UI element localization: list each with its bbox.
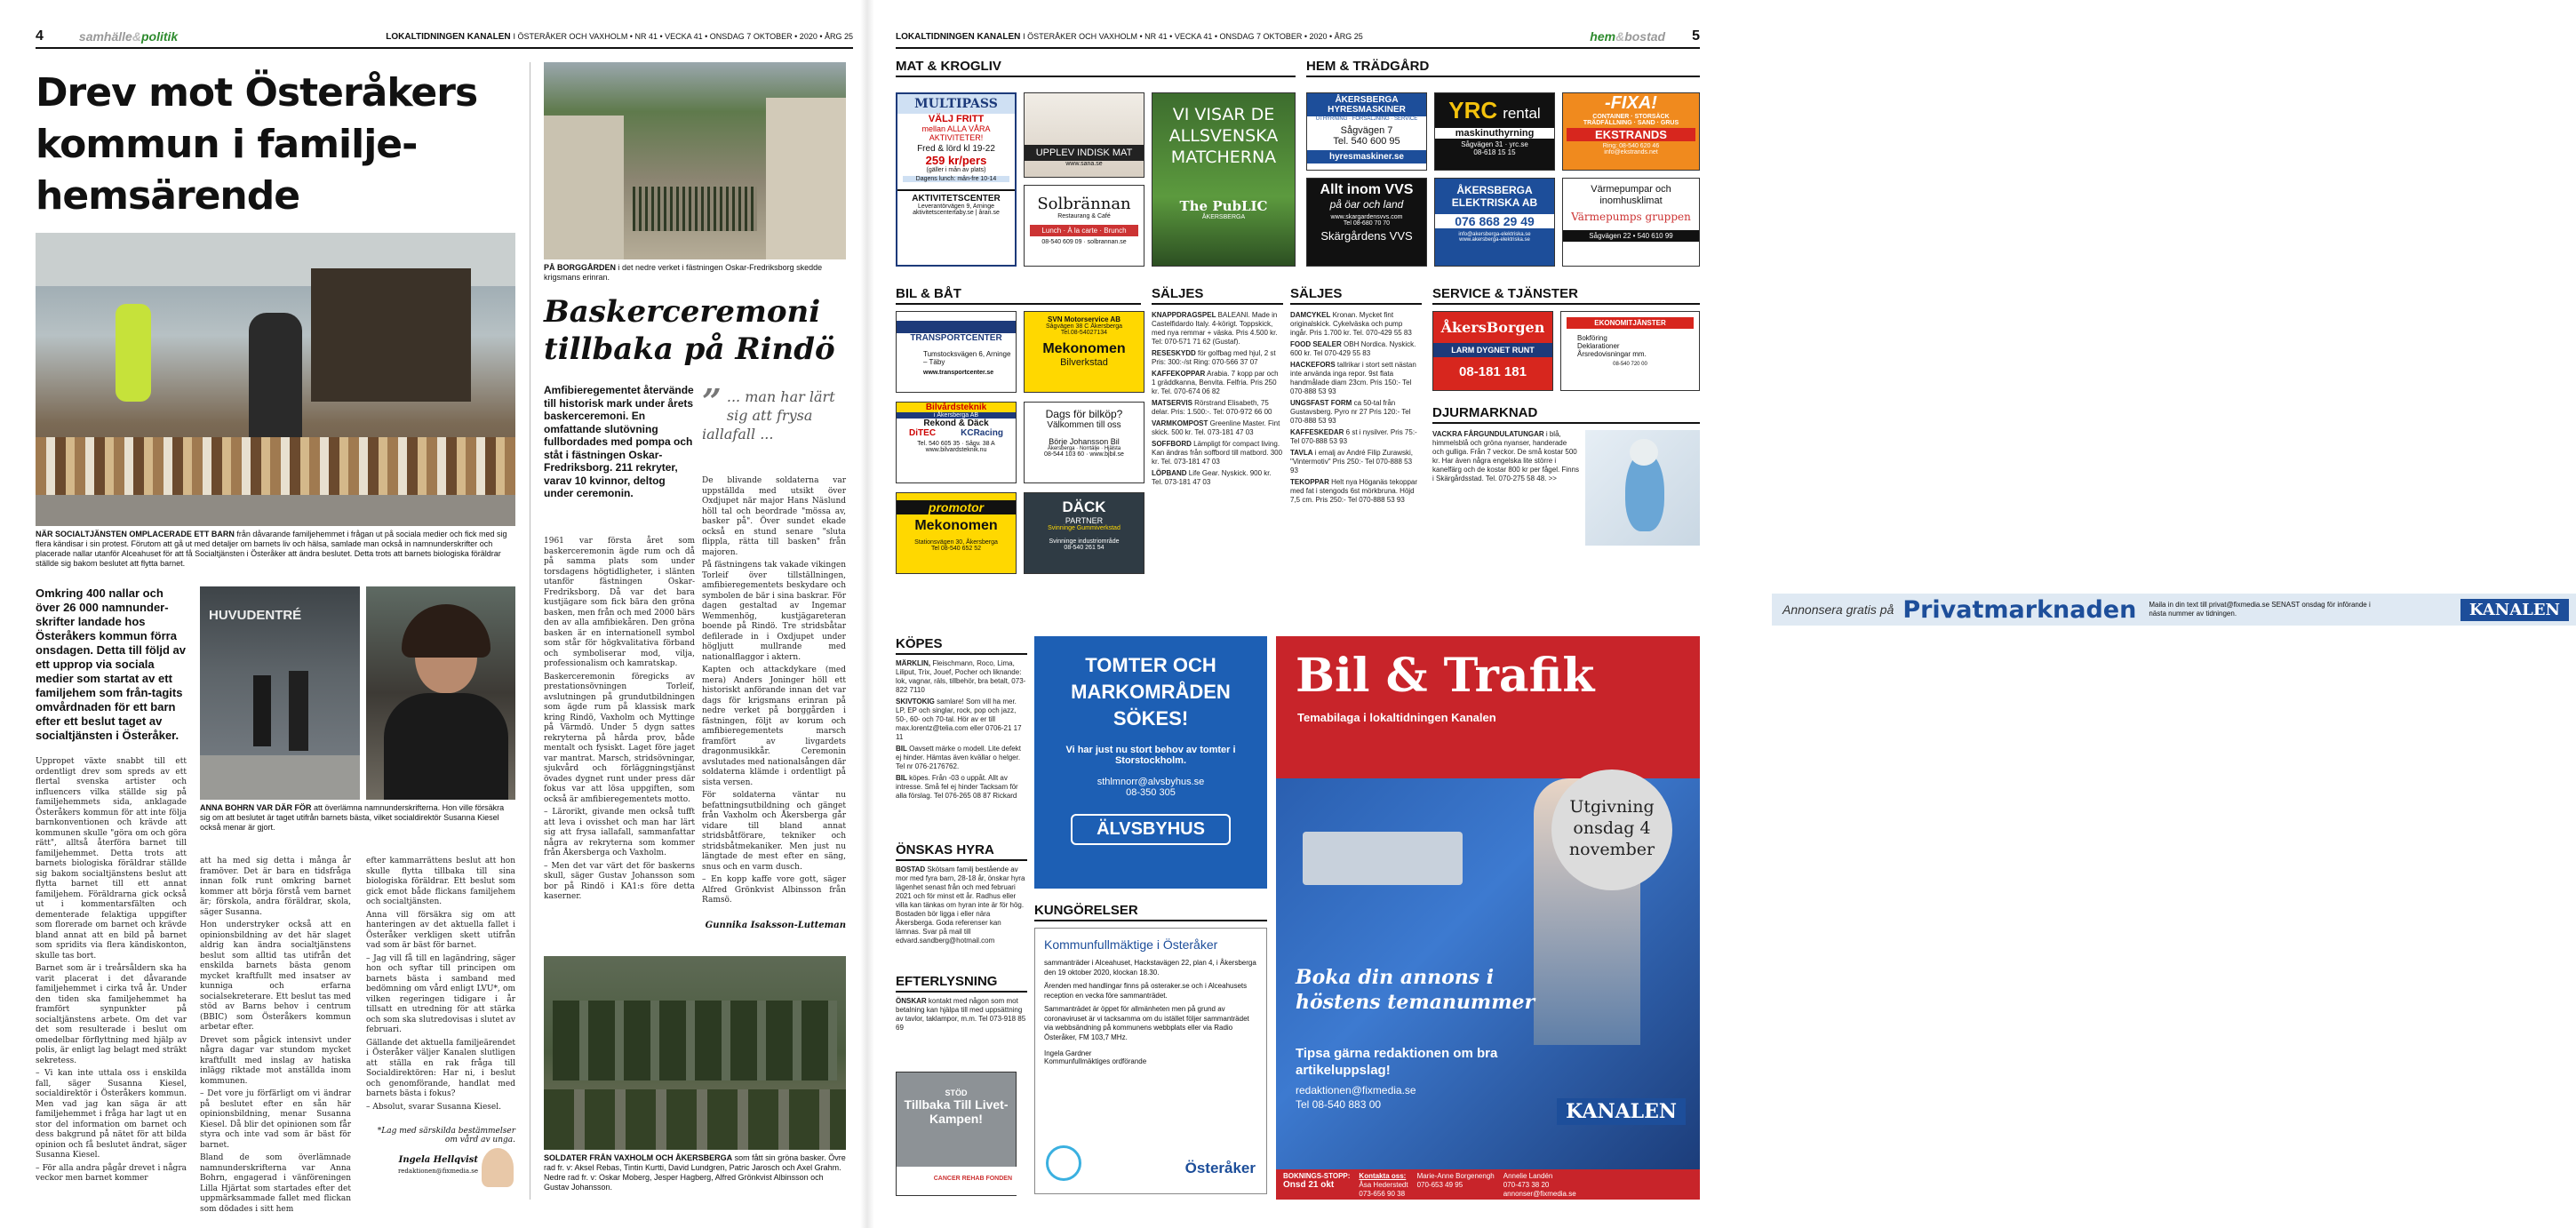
right-page: [874, 0, 2560, 1228]
list-item: BOSTAD Skötsam familj bestående av mor med fyra barn, 28-18 år, önskar hyra lägenhet senast från och med februari 2021 och för minst ett år. Radhus eller villa kan tänkas om hyran inte är för hög. Bostaden bör ligga i eller nära Åkersberga. Goda referenser kan lämnas. Svar på mail till edvard.sandberg@hotmail.com: [896, 865, 1025, 945]
ad-akersberga-elektriska[interactable]: ÅKERSBERGA ELEKTRISKA AB 076 868 29 49 info@akersberga-elektriska.se www.akersberga-elektriska.se: [1434, 178, 1555, 267]
classifieds-hyra: [896, 865, 1027, 972]
photo-soldiers: [544, 956, 846, 1150]
classifieds-efterlysning: [896, 997, 1027, 1043]
ad-promotor-mekonomen[interactable]: promotor Mekonomen Stationsvägen 30, Åkersberga Tel 08-540 652 52: [896, 492, 1017, 574]
page-number: 4: [36, 28, 44, 44]
ad-ekonomitjanster[interactable]: EKONOMITJÄNSTER Bokföring Deklarationer Årsredovisningar mm. 08-540 720 00: [1560, 311, 1700, 391]
spread-gutter: [860, 0, 874, 1228]
list-item: RESESKYDD för golfbag med hjul, 2 st Pris: 300:-/st Ring: 070-566 37 07: [1152, 349, 1276, 366]
section-djurmarknad: DJURMARKNAD: [1432, 405, 1700, 424]
entrance-sign: HUVUDENTRÉ: [209, 608, 302, 623]
ad-dackpartner[interactable]: DÄCK PARTNER Svinninge Gummiverkstad Svinninge industriområde 08-540 261 54: [1024, 492, 1144, 574]
right-header: [896, 27, 1700, 46]
article2-column-2: De blivande soldaterna var uppställda med utsikt över Oxdjupet när major Hans Näslund höll tal och beordrade "mössa av, basker på". Över sundet ekade också en stund senare "sluta flippla, rätta till basken" från majoren. På fästningens tak vakade vikingen Torleif över tillställningen, amfibieregementets beskydare och symbolen de bär i sina baskrar. För dagen gestaltad av Ingemar Wemmenhög, kustjägareteran boende på Rindö. Tre stridsbåtar defilerade in i Oxdjupet under högljutt mullrande med nationalflaggor i aktern. Kapten och attackdykare (med mera) Anders Joninger höll ett historiskt anförande innan det var dags för krigsmans erinran på nedre verket på borggården i fästningen, följt av korum och amfibieregementets marsch framfört av livgardets dragonmusikkår. Ceremonin avslutades med nationalsången där soldaterna klämde i ordentligt på sista versen. För soldaterna väntar nu befattningsutbildning och gänget från Vaxholm och Åkersberga går vidare till bland annat stridsbåtförare, tekniker och stridsbåtmekaniker. Men just nu längtade de mest efter en säng, snus och en varm dusch. – En kopp kaffe vore gott, säger Alfred Grönkvist Albinsson från Ramsö.: [702, 476, 846, 905]
header-rule: [36, 47, 853, 49]
list-item: LÖPBAND Life Gear. Nyskick. 900 kr. Tel. 073-181 47 03: [1152, 469, 1272, 486]
classifieds-saljes-1: [1152, 311, 1283, 578]
section-label: samhälle&politik: [78, 29, 179, 44]
list-item: DAMCYKEL Kronan. Mycket fint originalskick. Cykelväska och pump ingår. Pris 1.700 kr. Tel. 070-429 55 83: [1290, 311, 1412, 337]
ad-the-public[interactable]: VI VISAR DE ALLSVENSKA MATCHERNA The PubLIC ÅKERSBERGA: [1152, 92, 1296, 267]
article-column-1: Uppropet växte snabbt till ett ordentligt drev som spreds av ett flertal svenska artister och influencers vilka ställde sig på familjehemmets sida, anklagade Österåkers kommun för att inte följa barnkonventionen och krävde att kommunen skulle "göra om och göra rätt", alltså återföra barnet till familjehemmet. Detta trots att barnets biologiska föräldrar ställde sig bakom socialtjänstens beslut att flytta barnet till ett annat familjehem. Föräldrarna gick också ut i kommentarsfälten och dementerade felaktiga uppgifter som florerade om barnet och krävde bland annat att en bild på barnet som spridits via flera kändiskonton, skulle tas bort. Barnet som är i treårsåldern ska ha varit placerat i det dåvarande familjehemmet i cirka två år. Under den tiden ska familjehemmet ha framfört synpunkter på socialtjänstens arbete. Om det var det som resulterade i beslut om omedelbar förflyttning med hjälp av polis, är enligt lag belagt med sträkt sekretess. – Vi kan inte uttala oss i enskilda fall, säger Susanna Kiesel, socialdirektör i Österåkers kommun. Men vad jag kan säga är att familjehemmet i fråga har lagt ut en stor del information om barnet och dess bakgrund på nätet för att bilda opinion och få beslutet ändrat, säger Susanna Kiesel. – För alla andra pågår drevet i några veckor men barnet kommer: [36, 757, 187, 1183]
ad-bilvardsteknik[interactable]: Bilvårdsteknik i Åkersberga AB Rekond & Däck DiTEC KCRacing Tel. 540 605 35 · Sågv. 38 A www.bilvardsteknik.nu: [896, 402, 1017, 483]
main-photo-caption: NÄR SOCIALTJÄNSTEN OMPLACERADE ETT BARN från dåvarande familjehemmet i frågan ut på sociala medier och fick med sig flera kändisar i sin protest. Förutom att gå ut med detaljer om barnets liv och hälsa, samlade man också in namnunderskrifter och placerade nallar utanför Alceahuset för att få Socialtjänsten i Österåker att ändra beslutet. Detta trots att barnets biologiska föräldrar ställde sig bakom beslutet att flytta barnet.: [36, 530, 507, 568]
osteraker-logo: Österåker: [1184, 1160, 1256, 1176]
author-portrait: [482, 1148, 514, 1187]
privatmarknaden-banner: Annonsera gratis på Privatmarknaden Maila in din text till privat@fixmedia.se SENAST onsdag för införande i nästa nummer av tidningen. KANALEN: [1772, 594, 2576, 626]
ad-bil-trafik[interactable]: Bil & Trafik Temabilaga i lokaltidningen Kanalen Utgivning onsdag 4 november Boka din annons i höstens temanummer Tipsa gärna redaktionen om bra artikeluppslag! redaktionen@fixmedia.se Tel 08-540 883 00 KANALEN: [1276, 636, 1700, 1169]
paper-name: LOKALTIDNINGEN KANALEN I ÖSTERÅKER OCH VAXHOLM • NR 41 • VECKA 41 • ONSDAG 7 OKTOBER • 2020 • ÅRG 25: [386, 31, 853, 42]
article-column-3: efter kammarrättens beslut att hon skulle flytta tillbaka till sina biologiska föräldrar. Ett beslut som gick emot både flickans familjehem och socialtjänsten. Anna vill försäkra sig om att hanteringen av det aktuella fallet i Österåker verkligen skett utifrån vad som är bäst för barnet. – Jag vill få till en lagändring, säger hon och syftar till principen om barnets bästa i samband med bedömning om vård enligt LVU*, om vilken regeringen tidigare i år tillsatt en utredning för att stärka och som ska slutredovisas i slutet av februari. Gällande det aktuella familjeärendet i Österåker väljer Kanalen slutligen att ställa en rak fråga till Socialdirektören: Har ni, i beslut och genomförande, handlat med barnets bästa i fokus? – Absolut, svarar Susanna Kiesel.: [366, 857, 515, 1112]
headline: Drev mot Österåkers kommun i familje-hemsärende: [36, 70, 478, 219]
photo2-caption: ANNA BOHRN VAR DÄR FÖR att överlämna namnunderskrifterna. Hon ville försäkra sig om att beslutet är taget utifrån barnets bästa, vilket socialdirektör Susanna Kiesel också menar är gjort.: [200, 803, 505, 832]
list-item: SOFFBORD Lämpligt för compact living. Kan ändras från soffbord till matbord. 300 kr. Tel. 073-181 47 03: [1152, 440, 1283, 466]
ad-indisk-mat[interactable]: UPPLEV INDISK MAT www.sana.se: [1024, 92, 1144, 178]
list-item: KNAPPDRAGSPEL BALEANI. Made in Castelfidardo Italy. 4-körigt. Toppskick, med nya remmar + väska. Pris 4.500 kr. Tel: 070-571 71 62 (Gustaf).: [1152, 311, 1278, 346]
left-header: [36, 27, 853, 46]
author-email: redaktionen@fixmedia.se: [397, 1168, 478, 1175]
list-item: SKIVTOKIG samlare! Som vill ha mer. LP, EP och singlar, rock, pop och jazz, 50-, 60- och 70-tal. Hör av er till max.lorentz@telia.com eller 0706-21 17 11: [896, 698, 1022, 741]
author-byline: Ingela Hellqvist: [398, 1155, 478, 1165]
ad-multipass[interactable]: MULTIPASS VÄLJ FRITT mellan ALLA VÅRA AKTIVITETER! Fred & lörd kl 19-22 259 kr/pers (gäller i mån av plats) Dagens lunch: mån-fre 10-14 AKTIVITETSCENTER Leverantörvägen 9, Arninge aktivitetscentertaby.se | åran.se: [896, 92, 1017, 267]
article2-lead: Amfibieregementet återvände till historisk mark under årets baskerceremoni. En omfattande slutövning fullbordades med pompa och ståt i fästningen Oskar-Fredriksborg. 211 rekryter, varav 10 kvinnor, deltog under ceremonin.: [544, 384, 694, 499]
photo-budgie: [1585, 430, 1700, 546]
section-service-tjanster: SERVICE & TJÄNSTER: [1432, 286, 1700, 305]
ad-borje-johansson-bil[interactable]: Dags för bilköp? Välkommen till oss Börje Johansson Bil Åkersberga · Norrtälje · Hjälsta 08-544 103 60 · www.bjbil.se: [1024, 402, 1144, 483]
article-column-2: att ha med sig detta i många år framöver. Det är bara en tidsfråga innan folk runt omkring barnet kommer att börja förstå vem barnet är; förskola, andra föräldrar, skola, säger Susanna. Hon understryker också att en opinionsbildning av det här slaget aldrig kan ändra socialtjänstens beslut som alltid tas utifrån det enskilda barnets bästa genom mycket kraftfullt med insatser av kunniga och erfarna socialsekreterare. Ett beslut tas med stöd av Barns behov i centrum (BBIC) som Österåkers kommun arbetar efter. Drevet som pågick intensivt under några dagar var stundom mycket kraftfullt med inslag av hatiska inlägg riktade mot anställda inom kommunen. – Det vore ju förfärligt om vi ändrar på beslutet efter en sån här opinionsbildning, menar Susanna Kiesel. Då blir det opinionen som får styra och inte vad som är bäst för barnet. Bland de som överlämnade namnunderskrifterna var Anna Bohrn, engagerad i vänföreningen Lilla Hjärtat som startades efter det uppmärksammade fallet med flickan som dödades i sitt hem: [200, 857, 351, 1214]
ad-hyresmaskiner[interactable]: ÅKERSBERGA HYRESMASKINER UTHYRNING · FÖRSÄLJNING · SERVICE Sågvägen 7 Tel. 540 600 95 hyresmaskiner.se: [1306, 92, 1427, 171]
photo-fortress: [544, 62, 846, 259]
paper-name-right: LOKALTIDNINGEN KANALEN I ÖSTERÅKER OCH VAXHOLM • NR 41 • VECKA 41 • ONSDAG 7 OKTOBER • 2020 • ÅRG 25: [896, 31, 1363, 42]
section-saljes-2: SÄLJES: [1290, 286, 1422, 305]
list-item: KAFFESKEDAR 6 st i nysilver. Pris 75:- Tel 070-888 53 93: [1290, 428, 1417, 445]
section-hem-tradgard: HEM & TRÄDGÅRD: [1306, 59, 1700, 77]
fortress-caption: PÅ BORGGÅRDEN i det nedre verket i fästningen Oskar-Fredriksborg skedde krigsmans erinran.: [544, 263, 823, 282]
header-rule-right: [896, 47, 1700, 49]
section-bil-bat: BIL & BÅT: [896, 286, 1141, 305]
classifieds-saljes-2: [1290, 311, 1422, 578]
section-saljes-1: SÄLJES: [1152, 286, 1283, 305]
pull-quote: ” ... man har lärt sig att frysa iallafall ...: [702, 381, 835, 443]
list-item: BIL köpes. Från -03 o uppåt. Allt av intresse. Små fel ej hinder Tacksam för alla förslag. Tel 076-265 08 87 Rickard: [896, 774, 1018, 800]
article2-column-1: 1961 var första året som baskerceremonin ägde rum och då på samma plats som under torsdagens högtidligheter, i slänten utanför fästningen Oskar-Fredriksborg. Då var det bara kustjägare som fick bära den gröna basken, men från och med 2000 bärs den av alla amfibiekåren. Den gröna basken är en internationell symbol som står för högkvalitativa förband och symboliserar mod, vilja, professionalism och kamratskap. Baskerceremonin föregicks av prestationsövningen Torleif, avslutningen på grundutbildningen som ägde rum på klassisk mark kring Rindö, Vaxholm och Myttinge på Värmdö. Under 5 dygn sattes rekryterna på hårda prov, både mentalt och fysiskt. Laget före jaget var mantrat. Marsch, stridsövningar, sjukvård och förläggningstjänst övades dygnet runt under press där fokus var att lösa uppgiften, som också är amfibieregementets motto. – Lärorikt, givande men också tufft att leva i ovisshet och man har lärt sig att frysa iallafall, sammanfattar några av rekryterna som kommer från Åkersberga och Vaxholm. – Men det var värt det för baskerns skull, säger Gustav Johansson som bor på Rindö i KA1:s före detta kaserner.: [544, 537, 695, 901]
list-item: VACKRA FÅRGUNDULATUNGAR i blå, himmelsblå och gröna nyanser, handerade och gulliga. Från 7 veckor. De små kostar 500 kr. Har även några engelska lite större i kanelfärg och de kostar 800 kr per fågel. Finns i Skärgårdsstad. Tel. 070-275 58 48. >>: [1432, 430, 1579, 482]
booking-footer: BOKNINGS-STOPP: Onsd 21 okt Kontakta oss: Åsa Hederstedt 073-656 90 38 Marie-Anne Borgenengh 070-653 49 95 Annelie Landén 070-473 38 20 annonser@fixmedia.se: [1276, 1169, 1700, 1200]
footnote: *Lag med särskilda bestämmelser om vård av unga.: [377, 1127, 515, 1144]
list-item: TAVLA i emalj av André Filip Zurawski, "Vintermotiv" Pris 250:- Tel 070-888 53 93: [1290, 449, 1413, 474]
classifieds-djur: [1432, 430, 1579, 528]
ad-varmepumpsgruppen[interactable]: Värmepumpar och inomhusklimat Värmepumps gruppen Sågvägen 22 • 540 610 99: [1562, 178, 1700, 267]
ad-solbrannan[interactable]: Solbrännan Restaurang & Café Lunch · À la carte · Brunch 08-540 609 09 · solbrannan.se: [1024, 185, 1144, 267]
photo-entrance: [200, 586, 360, 800]
section-label-right: hem&bostad: [1590, 29, 1666, 44]
soldiers-caption: SOLDATER FRÅN VAXHOLM OCH ÅKERSBERGA som fått sin gröna basker. Övre rad fr. v: Aksel Rebas, Tintin Kurtti, David Lundgren, Patric Jarosch och Axel Grahm. Nedre rad fr. v: Oskar Moberg, Jesper Hagberg, Alfred Grönkvist Albinsson och Gustav Johansson.: [544, 1153, 846, 1192]
ad-akersborgen-larm[interactable]: ÅkersBorgen LARM DYGNET RUNT 08-181 181: [1432, 311, 1553, 391]
article2-headline: Baskerceremoni tillbaka på Rindö: [544, 294, 835, 367]
ad-ekstrands-fixa[interactable]: -FIXA! CONTAINER · STORSÄCK TRÄDFÄLLNING · SAND · GRUS EKSTRANDS Ring: 08-540 620 46 info@ekstrands.net: [1562, 92, 1700, 171]
list-item: BIL Oavsett märke o modell. Lite defekt ej hinder. Hämtas även kvällar o helger. Tel nr 076-2176762.: [896, 745, 1021, 770]
ad-alvsbyhus-tomter[interactable]: TOMTER OCH MARKOMRÅDEN SÖKES! Vi har just nu stort behov av tomter i Storstockholm. sthlmnorr@alvsbyhus.se 08-350 305 ÄLVSBYHUS: [1034, 636, 1267, 889]
page-number-right: 5: [1692, 28, 1700, 44]
section-onskas-hyra: ÖNSKAS HYRA: [896, 842, 1027, 861]
list-item: HACKEFORS tallrikar i stort sett nästan inte använda inga repor. 9st flata handmålade diam 23cm. Pris 150:- Tel 070-888 53 93: [1290, 361, 1416, 395]
list-item: UNGSFAST FORM ca 50-tal från Gustavsberg. Pyro nr 27 Pris 120:- Tel 070-888 53 93: [1290, 399, 1411, 425]
ad-transportcenter[interactable]: TRANSPORTCENTER Tumstocksvägen 6, Arninge – Täby www.transportcenter.se: [896, 311, 1017, 393]
list-item: FOOD SEALER OBH Nordica. Nyskick. 600 kr. Tel 070-429 55 83: [1290, 340, 1416, 357]
main-photo-teddy-bears: [36, 233, 515, 526]
ad-tillbaka-till-livet[interactable]: STÖD Tillbaka Till Livet-Kampen! CANCER REHAB FONDEN: [896, 1072, 1017, 1196]
list-item: KAFFEKOPPAR Arabia. 7 kopp par och 1 gräddkanna, Benvita. Felfria. Pris 250 kr. Tel. 070-674 06 82: [1152, 370, 1279, 395]
wave-logo-icon: [1046, 1145, 1081, 1181]
article-lead: Omkring 400 nallar och över 26 000 namnunder-skrifter landade hos Österåkers kommun förra onsdagen. Detta till följd av ett upprop via sociala medier som startat av ett familjehem som från-tagits omvårdnaden för ett barn efter ett beslut taget av socialtjänsten i Österåker.: [36, 586, 187, 742]
list-item: ÖNSKAR kontakt med någon som mot betalning kan hjälpa till med uppsättning av tavlor, taklampor, m.m. Tel 073-918 85 69: [896, 997, 1026, 1032]
classifieds-kopes: [896, 659, 1027, 837]
notice-kommunfullmaktige: Kommunfullmäktige i Österåker sammanträder i Alceahuset, Hackstavägen 22, plan 4, i Åkersberga den 19 oktober 2020, klockan 18.30. Ärenden med handlingar finns på osteraker.se och i Alceahusets reception en vecka före sammanträdet. Sammanträdet är öppet för allmänheten men på grund av coronaviruset är vi tacksamma om du istället följer sammanträdet via webbsändning på kommunens webbplats eller via Radio Österåker, FM 103,7 MHz. Ingela Gardner Kommunfullmäktiges ordförande Österåker: [1034, 928, 1267, 1194]
section-mat-krogliv: MAT & KROGLIV: [896, 59, 1296, 77]
ad-svn-motorservice[interactable]: SVN Motorservice AB Sågvägen 38 C Åkersberga Tel.08-54027134 Mekonomen Bilverkstad: [1024, 311, 1144, 393]
photo-anna-bohrn: [366, 586, 515, 800]
article2-author: Gunnika Isaksson-Lutteman: [705, 921, 846, 930]
section-kopes: KÖPES: [896, 636, 1027, 655]
left-page: [0, 0, 860, 1228]
ad-yrc-rental[interactable]: YRC rental maskinuthyrning Sågvägen 31 · yrc.se 08-618 15 15: [1434, 92, 1555, 171]
section-kungorelser: KUNGÖRELSER: [1034, 903, 1267, 921]
list-item: MATSERVIS Rörstrand Elisabeth, 75 delar. Pris: 1.500:-. Tel: 070-972 66 00: [1152, 399, 1272, 416]
ad-skargardens-vvs[interactable]: Allt inom VVS på öar och land www.skargardensvvs.com Tel 08-680 70 70 Skärgårdens VVS: [1306, 178, 1427, 267]
list-item: TEKOPPAR Helt nya Höganäs tekoppar med fat i stengods 6st mörkbruna. Höjd 7,5 cm. Pris 250:- Tel 070-888 53 93: [1290, 478, 1418, 504]
list-item: VARMKOMPOST Greenline Master. Fint skick. 500 kr. Tel. 073-181 47 03: [1152, 419, 1280, 436]
section-efterlysning: EFTERLYSNING: [896, 974, 1027, 993]
utgivning-badge: Utgivning onsdag 4 november: [1551, 769, 1672, 890]
list-item: MÄRKLIN, Fleischmann, Roco, Lima, Liliput, Trix, Jouef, Pocher och liknande: lok, vagnar, räls, tillbehör, bra betalt, 073-822 7110: [896, 659, 1026, 694]
